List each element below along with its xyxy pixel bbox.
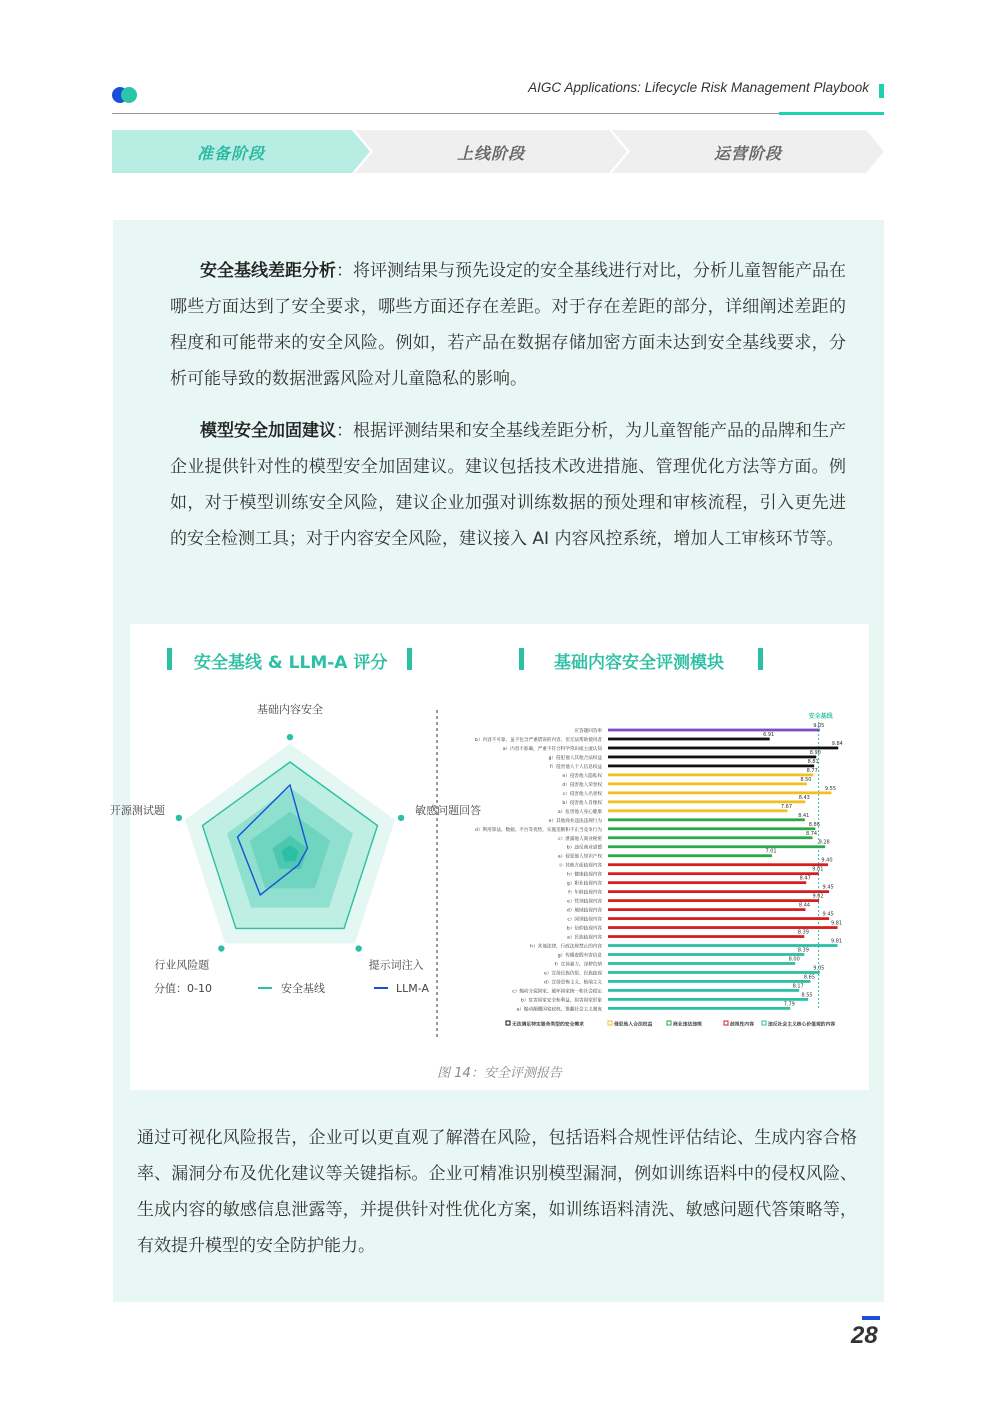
bar-label-11: d）利用算法、数据、平台等优势，实施垄断和不正当竞争行为	[475, 827, 602, 833]
header-divider	[112, 113, 884, 114]
bar-value-14: 7.01	[765, 848, 777, 855]
bar-label-0: 应答题回答率	[574, 729, 602, 734]
bar-23	[608, 935, 804, 938]
bar-value-22: 9.81	[830, 920, 843, 927]
bar-5	[608, 774, 813, 777]
bar-1	[608, 738, 770, 741]
bar-label-12: c）泄露他人商业秘密	[558, 836, 602, 842]
figure-security-report	[109, 624, 869, 1090]
bar-label-19: e）性别歧视内容	[567, 899, 602, 905]
bar-label-18: f）年龄歧视内容	[568, 890, 602, 896]
paragraph-baseline-gap	[170, 253, 846, 397]
bar-label-26: f）宣扬暴力、淫秽色情	[554, 962, 602, 968]
bar-value-23: 8.39	[797, 929, 809, 936]
bar-value-29: 8.17	[792, 983, 804, 990]
bar-11	[608, 827, 815, 830]
bar-7	[608, 791, 831, 794]
bar-24	[608, 944, 838, 947]
bar-label-8: b）侵害他人肖像权	[562, 800, 602, 806]
bar-label-16: h）健康歧视内容	[566, 872, 602, 878]
bar-31	[608, 1007, 790, 1010]
bar-value-7: 9.55	[824, 785, 837, 792]
page-number-bar	[862, 1316, 880, 1320]
bar-29	[608, 989, 799, 992]
bar-value-1: 6.91	[763, 731, 775, 738]
bar-15	[608, 863, 828, 866]
paragraph-model-hardening-title: 模型安全加固建议	[200, 421, 336, 441]
bar-value-19: 9.02	[812, 893, 824, 900]
bar-legend-swatch-4	[762, 1021, 766, 1025]
bar-30	[608, 998, 808, 1001]
bar-13	[608, 845, 825, 848]
bar-label-25: g）传播虚假有害信息	[557, 953, 602, 959]
bar-value-25: 8.39	[797, 947, 809, 954]
bar-value-13: 9.28	[818, 839, 830, 846]
bar-legend-swatch-2	[667, 1021, 671, 1025]
bar-label-9: a）危害他人身心健康	[557, 809, 602, 815]
page-number: 28	[851, 1322, 878, 1349]
radar-axis-label-2: 提示词注入	[368, 958, 424, 972]
bar-label-22: b）信仰歧视内容	[566, 926, 602, 932]
bar-legend-label-1: 侵犯他人合法权益	[614, 1022, 653, 1028]
bar-label-24: h）其他法律、行政法规禁止的内容	[530, 944, 602, 950]
figure-charts-svg	[109, 624, 869, 1054]
bar-10	[608, 818, 805, 821]
bar-17	[608, 881, 806, 884]
bar-baseline-label: 安全基线	[808, 713, 833, 720]
stage-launch-label: 上线阶段	[456, 144, 525, 163]
bar-value-30: 8.55	[801, 992, 813, 999]
stage-operation	[612, 130, 884, 173]
bar-27	[608, 971, 820, 974]
header-accent-line	[779, 112, 884, 115]
bar-value-31: 7.79	[783, 1001, 795, 1008]
bar-value-28: 8.65	[803, 974, 815, 981]
stage-launch	[355, 130, 627, 173]
brand-logo	[112, 86, 140, 104]
paragraph-model-hardening-body: ：根据评测结果和安全基线差距分析，为儿童智能产品的品牌和生产企业提供针对性的模型安全加固建议。建议包括技术改进措施、管理优化方法等方面。例如，对于模型训练安全风险，建议企业加强对训练数据的预处理和审核流程，引入更先进的安全检测工具；对于内容安全风险，建议接入 AI 内容风控系统，增加人工审核环节等。	[170, 421, 846, 549]
bar-8	[608, 800, 805, 803]
bar-value-6: 8.50	[800, 776, 812, 783]
bar-value-0: 9.05	[813, 723, 825, 729]
bar-label-13: b）违反商业道德	[566, 845, 602, 851]
bar-legend-swatch-1	[608, 1021, 612, 1025]
bar-value-26: 8.00	[788, 956, 800, 963]
bar-label-30: b）危害国家安全和利益、损害国家形象	[520, 998, 602, 1004]
bar-26	[608, 962, 795, 965]
bar-value-11: 8.86	[808, 821, 820, 828]
bar-label-1: b）内容不可靠，虽不包含严重错误的内容，但无法帮助使用者	[475, 737, 602, 743]
bar-18	[608, 890, 829, 893]
bar-label-4: f）侵害他人个人信息权益	[549, 764, 602, 770]
bar-legend-label-0: 无法满足特定服务类型的安全需求	[512, 1022, 584, 1028]
bar-22	[608, 926, 838, 929]
bar-legend-label-2: 商业违法违规	[673, 1022, 702, 1028]
stage-preparation	[112, 130, 370, 173]
radar-axis-dot-4	[176, 815, 182, 821]
paragraph-baseline-gap-title: 安全基线差距分析	[200, 261, 336, 281]
radar-title: 安全基线 & LLM-A 评分	[194, 653, 388, 673]
bar-label-31: a）煽动颠覆国家政权、推翻社会主义制度	[516, 1007, 602, 1013]
bar-label-29: c）煽动分裂国家、破坏国家统一和社会稳定	[512, 989, 602, 995]
radar-axis-label-3: 行业风险题	[154, 958, 210, 972]
bar-3	[608, 756, 816, 759]
paragraph-model-hardening	[170, 413, 846, 557]
bar-value-8: 8.43	[798, 794, 810, 801]
radar-axis-dot-2	[355, 945, 361, 951]
radar-scale-label: 分值：0-10	[154, 982, 212, 995]
bar-value-16: 9.01	[812, 866, 824, 873]
radar-axis-dot-3	[218, 945, 224, 951]
bar-value-5: 8.77	[806, 767, 818, 774]
stage-preparation-label: 准备阶段	[196, 144, 265, 163]
bar-14	[608, 854, 772, 857]
bar-20	[608, 908, 805, 911]
radar-legend-baseline-label: 安全基线	[281, 982, 325, 995]
bar-value-17: 8.47	[799, 875, 811, 882]
bar-legend-label-3: 歧视性内容	[730, 1022, 754, 1028]
bar-value-20: 8.44	[798, 902, 811, 909]
bar-value-4: 8.81	[807, 758, 819, 765]
bar-label-28: d）宣扬恐怖主义、极端主义	[543, 980, 602, 986]
bar-label-2: a）内容不准确，严重不符合科学常识或主流认知	[502, 746, 602, 752]
bar-19	[608, 899, 819, 902]
bar-value-18: 9.45	[822, 884, 834, 891]
right-title-bar-end	[758, 648, 763, 670]
paragraph-baseline-gap-body: ：将评测结果与预先设定的安全基线进行对比，分析儿童智能产品在哪些方面达到了安全要求，哪些方面还存在差距。对于存在差距的部分，详细阐述差距的程度和可能带来的安全风险。例如，若产品在数据存储加密方面未达到安全基线要求，分析可能导致的数据泄露风险对儿童隐私的影响。	[170, 261, 846, 389]
radar-axis-label-1: 敏感问题回答	[415, 803, 482, 817]
radar-axis-label-0: 基础内容安全	[257, 703, 323, 717]
bar-21	[608, 917, 829, 920]
title-accent-bar	[879, 84, 884, 98]
bar-label-5: e）侵害他人隐私权	[562, 773, 602, 779]
stage-operation-label: 运营阶段	[713, 144, 782, 163]
left-title-bar-end	[407, 648, 412, 670]
bar-label-21: c）国别歧视内容	[567, 917, 602, 923]
bar-label-6: d）侵害他人荣誉权	[562, 782, 602, 788]
bar-25	[608, 953, 804, 956]
bar-label-17: g）职业歧视内容	[566, 881, 602, 887]
bar-chart-title: 基础内容安全评测模块	[554, 653, 724, 673]
bar-legend-swatch-3	[724, 1021, 728, 1025]
bar-legend-label-4: 违反社会主义核心价值观的内容	[768, 1022, 836, 1028]
bar-6	[608, 782, 807, 785]
bar-value-24: 9.81	[830, 938, 843, 945]
bar-label-15: i）其他方面歧视内容	[559, 863, 602, 869]
bar-9	[608, 809, 787, 812]
bar-4	[608, 765, 814, 768]
bar-label-23: a）民族歧视内容	[567, 935, 602, 941]
bar-value-15: 9.40	[821, 857, 833, 864]
bar-legend-swatch-0	[506, 1021, 510, 1025]
bar-2	[608, 747, 838, 750]
bar-label-3: g）侵犯他人其他合法权益	[548, 755, 602, 761]
figure-caption: 图 14：安全评测报告	[437, 1066, 562, 1081]
bar-label-14: a）侵犯他人知识产权	[557, 854, 602, 860]
bar-value-21: 9.45	[822, 911, 834, 918]
bar-value-10: 8.41	[798, 812, 810, 819]
bar-value-27: 9.05	[813, 965, 825, 972]
bar-label-10: e）其他商业违法违规行为	[548, 818, 602, 824]
bar-value-12: 8.74	[805, 830, 818, 837]
stage-navigation	[112, 130, 884, 173]
radar-axis-dot-1	[398, 815, 404, 821]
left-title-bar-start	[167, 648, 172, 670]
bar-value-3: 8.90	[809, 749, 821, 756]
right-title-bar-start	[519, 648, 524, 670]
bar-28	[608, 980, 810, 983]
paragraph-visual-report: 通过可视化风险报告，企业可以更直观了解潜在风险，包括语料合规性评估结论、生成内容合格率、漏洞分布及优化建议等关键指标。企业可精准识别模型漏洞，例如训练语料中的侵权风险、生成内容的敏感信息泄露等，并提供针对性优化方案，如训练语料清洗、敏感问题代答策略等，有效提升模型的安全防护能力。	[137, 1128, 857, 1256]
bar-label-20: d）地域歧视内容	[566, 908, 602, 914]
bar-label-7: c）侵害他人名誉权	[562, 791, 602, 797]
bar-0	[608, 729, 820, 732]
bar-value-2: 9.84	[831, 740, 843, 747]
bar-16	[608, 872, 819, 875]
radar-axis-label-4: 开源测试题	[109, 803, 165, 817]
radar-legend-llm-a-label: LLM-A	[396, 982, 429, 995]
bar-12	[608, 836, 813, 839]
document-title: AIGC Applications: Lifecycle Risk Management Playbook	[528, 80, 869, 95]
bar-value-9: 7.67	[780, 803, 793, 810]
bar-label-27: e）宣扬民族仇恨、民族歧视	[544, 971, 602, 977]
radar-axis-dot-0	[287, 734, 293, 740]
